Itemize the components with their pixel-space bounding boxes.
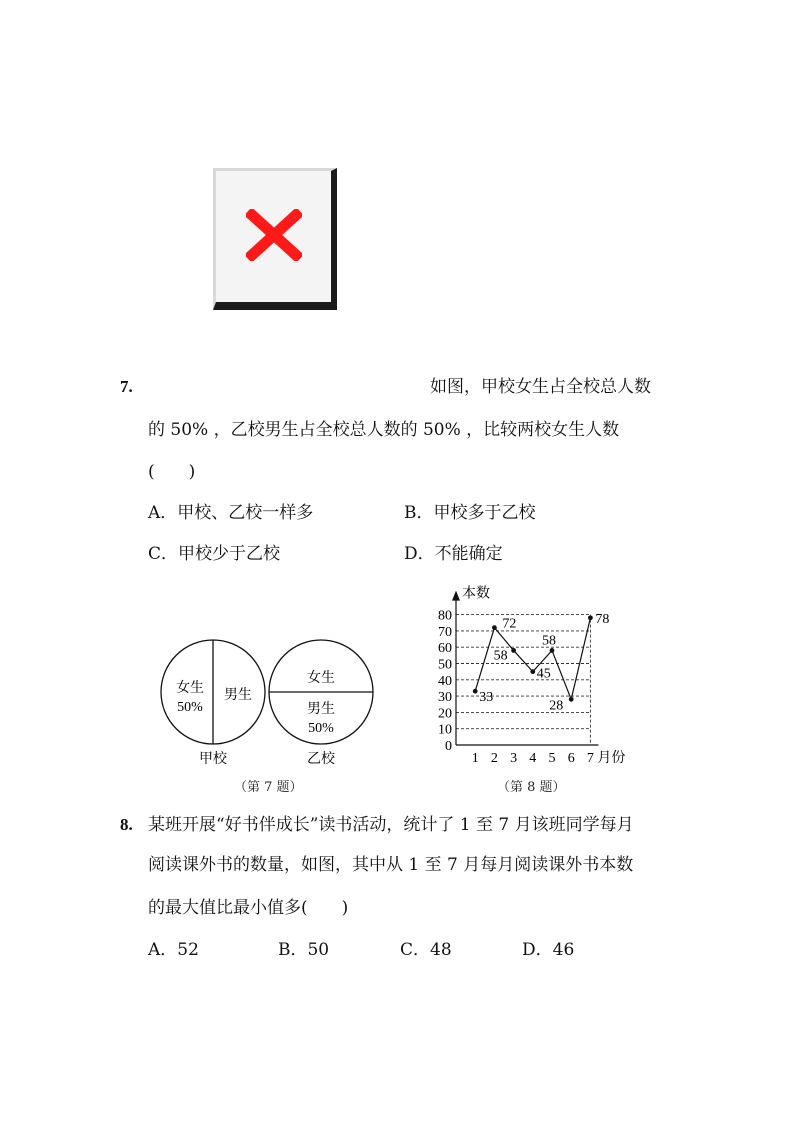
q8-text-line2: 阅读课外书的数量，如图，其中从 1 至 7 月每月阅读课外书本数 xyxy=(148,855,634,875)
y-tick-label: 20 xyxy=(438,706,452,722)
q7-option-a[interactable]: A．甲校、乙校一样多 xyxy=(148,503,314,523)
q8-option-c[interactable]: C．48 xyxy=(400,940,452,960)
school-b-girls-label: 女生 xyxy=(307,671,335,686)
q8-number: 8. xyxy=(120,815,133,834)
school-b-boys-pct: 50% xyxy=(308,721,334,736)
series-line xyxy=(475,618,590,700)
y-tick-label: 50 xyxy=(438,657,452,673)
q7-option-b[interactable]: B．甲校多于乙校 xyxy=(404,503,536,523)
school-a-girls-pct: 50% xyxy=(177,700,203,715)
broken-image-placeholder xyxy=(213,168,337,310)
data-label: 45 xyxy=(536,666,551,682)
q7-number: 7. xyxy=(120,377,133,396)
y-tick-label: 30 xyxy=(438,690,452,706)
q8-figure-caption: （第 8 题） xyxy=(497,780,566,795)
data-point xyxy=(530,669,535,674)
data-label: 28 xyxy=(549,698,564,714)
y-tick-label: 40 xyxy=(438,673,452,689)
data-label: 58 xyxy=(542,633,556,649)
y-tick-label: 0 xyxy=(445,739,452,754)
school-b-name: 乙校 xyxy=(307,752,335,767)
q8-text-line1: 某班开展“好书伴成长”读书活动，统计了 1 至 7 月该班同学每月 xyxy=(148,815,634,835)
x-tick-label: 5 xyxy=(548,751,556,766)
x-tick-label: 2 xyxy=(490,751,498,766)
q7-answer-bracket: ( ) xyxy=(148,462,196,482)
q8-option-b[interactable]: B．50 xyxy=(278,940,330,960)
data-point xyxy=(550,648,555,653)
q8-text-line3: 的最大值比最小值多( ) xyxy=(148,898,349,918)
data-point xyxy=(492,625,497,630)
data-point xyxy=(588,615,593,620)
q8-line-chart xyxy=(420,582,640,772)
x-tick-label: 6 xyxy=(567,751,575,766)
q7-option-d[interactable]: D．不能确定 xyxy=(404,544,503,564)
school-a-boys-label: 男生 xyxy=(224,688,252,703)
y-tick-label: 80 xyxy=(438,608,452,624)
q7-text-line1: 如图，甲校女生占全校总人数 xyxy=(430,377,651,397)
x-tick-label: 3 xyxy=(510,751,518,766)
q7-text-line2: 的 50% ，乙校男生占全校总人数的 50% ，比较两校女生人数 xyxy=(148,420,620,440)
school-b-boys-label: 男生 xyxy=(307,702,335,717)
q7-figure-caption: （第 7 题） xyxy=(234,780,303,795)
y-axis-arrow xyxy=(452,591,460,601)
y-tick-label: 70 xyxy=(438,624,452,640)
data-label: 58 xyxy=(493,648,508,664)
data-label: 33 xyxy=(479,690,494,706)
data-point xyxy=(569,697,574,702)
x-tick-label: 7 xyxy=(586,751,594,766)
q7-option-c[interactable]: C．甲校少于乙校 xyxy=(148,544,281,564)
q8-option-d[interactable]: D．46 xyxy=(522,940,575,960)
y-tick-label: 10 xyxy=(438,722,452,738)
school-a-name: 甲校 xyxy=(199,752,227,767)
data-point xyxy=(511,648,516,653)
data-label: 78 xyxy=(595,611,610,627)
y-tick-label: 60 xyxy=(438,641,452,657)
x-axis-label: 月份 xyxy=(597,751,626,766)
q7-figure xyxy=(150,630,390,770)
data-label: 72 xyxy=(502,616,517,632)
y-axis-label: 本数 xyxy=(462,586,490,602)
data-point xyxy=(473,689,478,694)
x-tick-label: 1 xyxy=(471,751,479,766)
broken-image-x-icon xyxy=(246,209,302,261)
x-tick-label: 4 xyxy=(529,751,537,766)
school-a-girls-label: 女生 xyxy=(176,681,204,696)
q8-option-a[interactable]: A．52 xyxy=(148,940,199,960)
